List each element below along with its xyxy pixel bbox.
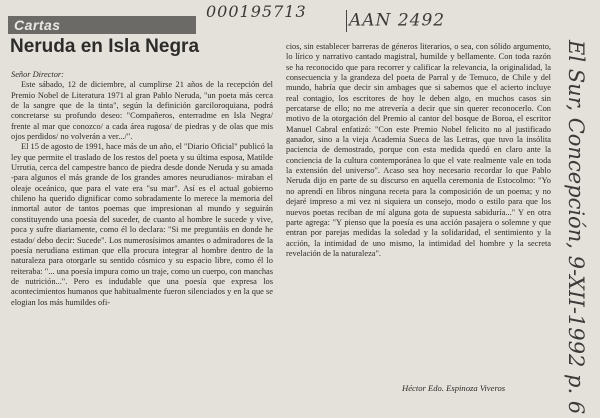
paragraph: El 15 de agosto de 1991, hace más de un año, el "Diario Oficial" publicó la ley que permite el traslado de los restos del poeta y su última esposa, Matilde Urrutia, cerca del campestre banco de piedra desde donde Neruda y su amada -para algunos el más grande de los grandes amores neurudianos- miraban el oleaje oceánico, que para el vate era "su mar". Así es el actual gobierno chileno ha querido dignificar como sobradamente lo merece la memoria del inmortal autor de tantos poemas que impresionan al mundo y seguirán constituyendo una poesía del suceder, de cuanto al hombre le sucede y vive, poca y sufre diariamente, como él lo declara: "Si me preguntáis en donde he estado/ debo decir: Sucede". Los numerosísimos amantes o admiradores de la poesía nerudiana estiman que ella procura integrar al hombre dentro de la naturaleza para otorgarle su sentido cósmico y su espacio libre, como él lo reiteraba: "... una poesía impura como un traje, como un cuerpo, con manchas de nutrición...". Pero es indudable que una poesía que expresa los acontecimientos humanos que habitualmente fueron silenciados y en la que se elogian los más humildes ofi-: [11, 142, 273, 307]
box-code: [346, 10, 445, 32]
section-bar: [8, 16, 196, 34]
author-signature: Héctor Edo. Espinoza Viveros: [402, 383, 506, 393]
text-column-left: [11, 70, 273, 308]
paragraph: Este sábado, 12 de diciembre, al cumplirse 21 años de la recepción del Premio Nobel de Literatura 1971 al gran Pablo Neruda, "un poeta más cerca de la sangre que de la tinta", según la definición garciloroquiana, podrá concretarse su profundo deseo: "Compañeros, enterradme en Isla Negra/ frente al mar que conozco/ a cada área rugosa/ de piedras y de olas que mis ojos perdidos/ no volverán a ver.../".: [11, 80, 273, 142]
paragraph: cios, sin establecer barreras de géneros literarios, o sea, con sólido argumento, lo lírico y narrativo cantado magistral, humilde y bellamente. Con toda razón se ha reconocido que para recorrer y calificar la relevancia, la originalidad, la consecuencia y la grandeza del poeta de Parral y de Temuco, de Chile y del mundo, habría que decir sin ambages que si sabemos que el acierto incluye real contagio, los escritores de hoy le deben algo, en muchos casos sin percatarse de ello; no me atrevería a decir que sin querer reconocerlo. Con motivo de la otorgación del Premio al cantor del bosque de Boroa, el escritor Manuel Cabral enfatizó: "Con este Premio Nobel felicito no al justificado ganador, sino a la vieja Academia Sueca de las Letras, que tuvo la insólita paciencia de demostrado, porque con esta medida quedó en claro ante la conciencia de la cultura contemporánea lo que el vate realmente vale en toda la extensión del universo". Acaso sea hoy necesario recordar lo que Pablo Neruda dijo en parte de su discurso en aquella ceremonia de Estocolmo: "Yo no aprendí en libros ninguna receta para la composición de un poema; y no dejaré impreso a mi vez ni siquiera un consejo, modo o estilo para que los nuevos poetas reciban de mí alguna gota de supuesta sabiduría..." Y en otra parte agrega: "Y pienso que la poesía es una acción pasajera o solemne y que entran por parejas medidas la soledad y la solidaridad, el sentimiento y la acción, la intimidad de uno mismo, la intimidad del hombre y la secreta revelación de la naturaleza".: [286, 42, 551, 258]
section-label: Cartas: [14, 17, 61, 33]
salutation: Señor Director:: [11, 70, 64, 79]
article-title: Neruda en Isla Negra: [10, 36, 200, 57]
box-bracket: [346, 10, 347, 32]
text-column-right: [286, 42, 551, 259]
source-date-annotation: El Sur, Concepción, 9-XII-1992 p. 6: [564, 40, 588, 415]
box-code-text: AAN 2492: [349, 10, 446, 31]
archive-code: 000195713: [206, 2, 307, 21]
